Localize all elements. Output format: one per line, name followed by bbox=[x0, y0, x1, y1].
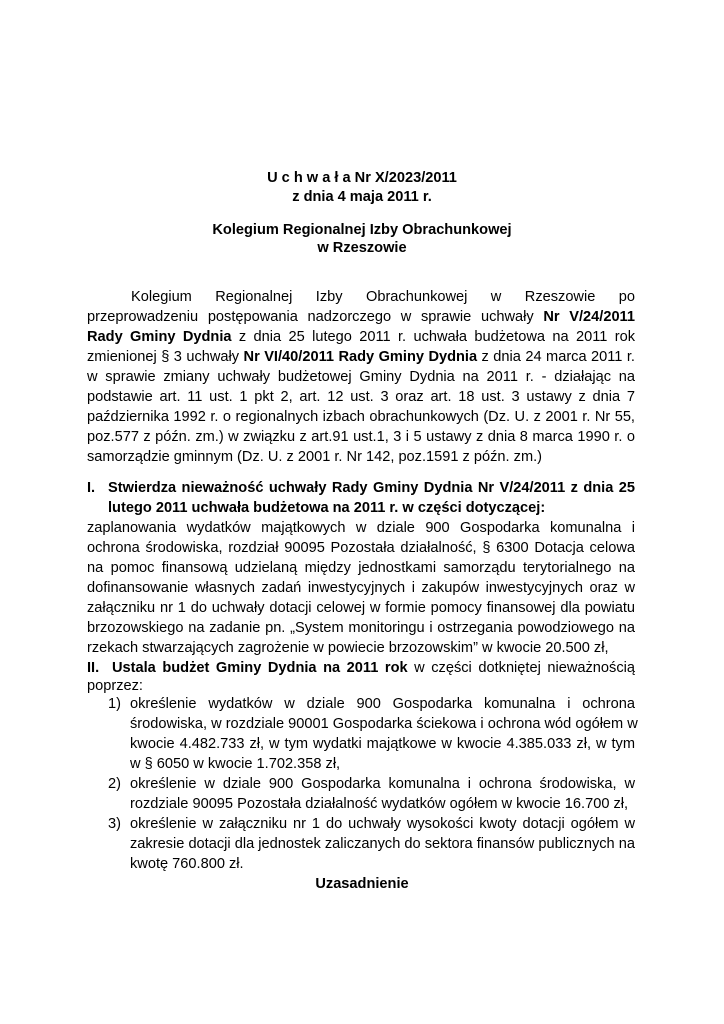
list-number: 2) bbox=[108, 776, 121, 792]
section-marker: II. bbox=[87, 660, 100, 676]
list-number: 1) bbox=[108, 696, 121, 712]
section-text: dofinansowanie własnych zadań inwestycyjnych i zakupów inwestycyjnych oraz w bbox=[87, 580, 635, 596]
section-heading bbox=[112, 658, 635, 678]
preamble-text: z dnia 25 lutego 2011 r. uchwała budżetowa na 2011 rok bbox=[231, 329, 635, 345]
list-item-line: w § 6050 w kwocie 1.702.358 zł, bbox=[130, 756, 341, 772]
preamble-line: Kolegium Regionalnej Izby Obrachunkowej w Rzeszowie po bbox=[131, 289, 635, 305]
list-item-line: zakresie dotacji dla jednostek zaliczanych do sektora finansów publicznych na bbox=[130, 836, 635, 852]
preamble-text: przeprowadzeniu postępowania nadzorczego w sprawie uchwały bbox=[87, 309, 544, 325]
list-item-line: określenie w dziale 900 Gospodarka komunalna i ochrona środowiska, w bbox=[130, 776, 635, 792]
section-text: brzozowskiego na zadanie pn. „System monitoringu i ostrzegania powodziowego na bbox=[87, 620, 635, 636]
preamble-line bbox=[87, 327, 635, 347]
section-text: rzekach stwarzających zagrożenie w powiecie brzozowskim” w kwocie 20.500 zł, bbox=[87, 640, 609, 656]
resolution-date: z dnia 4 maja 2011 r. bbox=[292, 189, 432, 205]
list-number: 3) bbox=[108, 816, 121, 832]
list-item-line: środowiska, w rozdziale 90001 Gospodarka ściekowa i ochrona wód ogółem w bbox=[130, 716, 638, 732]
section-heading: lutego 2011 uchwała budżetowa na 2011 r. w części dotyczącej: bbox=[108, 500, 546, 516]
resolution-ref: Nr VI/40/2011 Rady Gminy Dydnia bbox=[243, 349, 478, 365]
resolution-title: U c h w a ł a Nr X/2023/2011 bbox=[267, 170, 457, 186]
preamble-text: zmienionej § 3 uchwały bbox=[87, 349, 244, 365]
section-heading-bold: Ustala budżet Gminy Dydnia na 2011 rok bbox=[112, 660, 408, 676]
list-item-line: określenie w załączniku nr 1 do uchwały wysokości kwoty dotacji ogółem w bbox=[130, 816, 635, 832]
preamble-line: samorządzie gminnym (Dz. U. z 2001 r. Nr 142, poz.1591 z późn. zm.) bbox=[87, 449, 543, 465]
preamble-line: października 1992 r. o regionalnych izbach obrachunkowych (Dz. U. z 2001 r. Nr 55, bbox=[87, 409, 635, 425]
section-heading-text: w części dotkniętej nieważnością bbox=[407, 660, 635, 676]
issuing-body-line2: w Rzeszowie bbox=[317, 240, 407, 256]
list-item-line: kwocie 4.482.733 zł, w tym wydatki majątkowe w kwocie 4.385.033 zł, w tym bbox=[130, 736, 635, 752]
issuing-body-line1: Kolegium Regionalnej Izby Obrachunkowej bbox=[212, 222, 512, 238]
section-heading: Stwierdza nieważność uchwały Rady Gminy Dydnia Nr V/24/2011 z dnia 25 bbox=[108, 480, 635, 496]
preamble-text: z dnia 24 marca 2011 r. bbox=[477, 349, 635, 365]
list-item-line: rozdziale 90095 Pozostała działalność wydatków ogółem w kwocie 16.700 zł, bbox=[130, 796, 629, 812]
section-text: poprzez: bbox=[87, 678, 143, 694]
preamble-line bbox=[87, 347, 635, 367]
preamble-line bbox=[87, 307, 635, 327]
preamble-line: podstawie art. 11 ust. 1 pkt 2, art. 12 ust. 3 oraz art. 18 ust. 3 ustawy z dnia 7 bbox=[87, 389, 635, 405]
section-marker: I. bbox=[87, 480, 96, 496]
list-item-line: określenie wydatków w dziale 900 Gospodarka komunalna i ochrona bbox=[130, 696, 635, 712]
list-item-line: kwotę 760.800 zł. bbox=[130, 856, 244, 872]
section-text: załączniku nr 1 do uchwały dotacji celowej w formie pomocy finansowej dla powiatu bbox=[87, 600, 635, 616]
resolution-ref: Nr V/24/2011 bbox=[543, 309, 635, 325]
preamble-line: w sprawie zmiany uchwały budżetowej Gminy Dydnia na 2011 r. - działając na bbox=[87, 369, 635, 385]
council-ref: Rady Gminy Dydnia bbox=[87, 329, 232, 345]
section-text: na pomoc finansową udzielaną między jednostkami samorządu terytorialnego na bbox=[87, 560, 635, 576]
section-text: ochrona środowiska, rozdział 90095 Pozostała działalność, § 6300 Dotacja celowa bbox=[87, 540, 635, 556]
justification-heading: Uzasadnienie bbox=[315, 876, 409, 892]
section-text: zaplanowania wydatków majątkowych w dziale 900 Gospodarka komunalna i bbox=[87, 520, 635, 536]
preamble-line: poz.577 z późn. zm.) w związku z art.91 ust.1, 3 i 5 ustawy z dnia 8 marca 1990 r. o bbox=[87, 429, 635, 445]
